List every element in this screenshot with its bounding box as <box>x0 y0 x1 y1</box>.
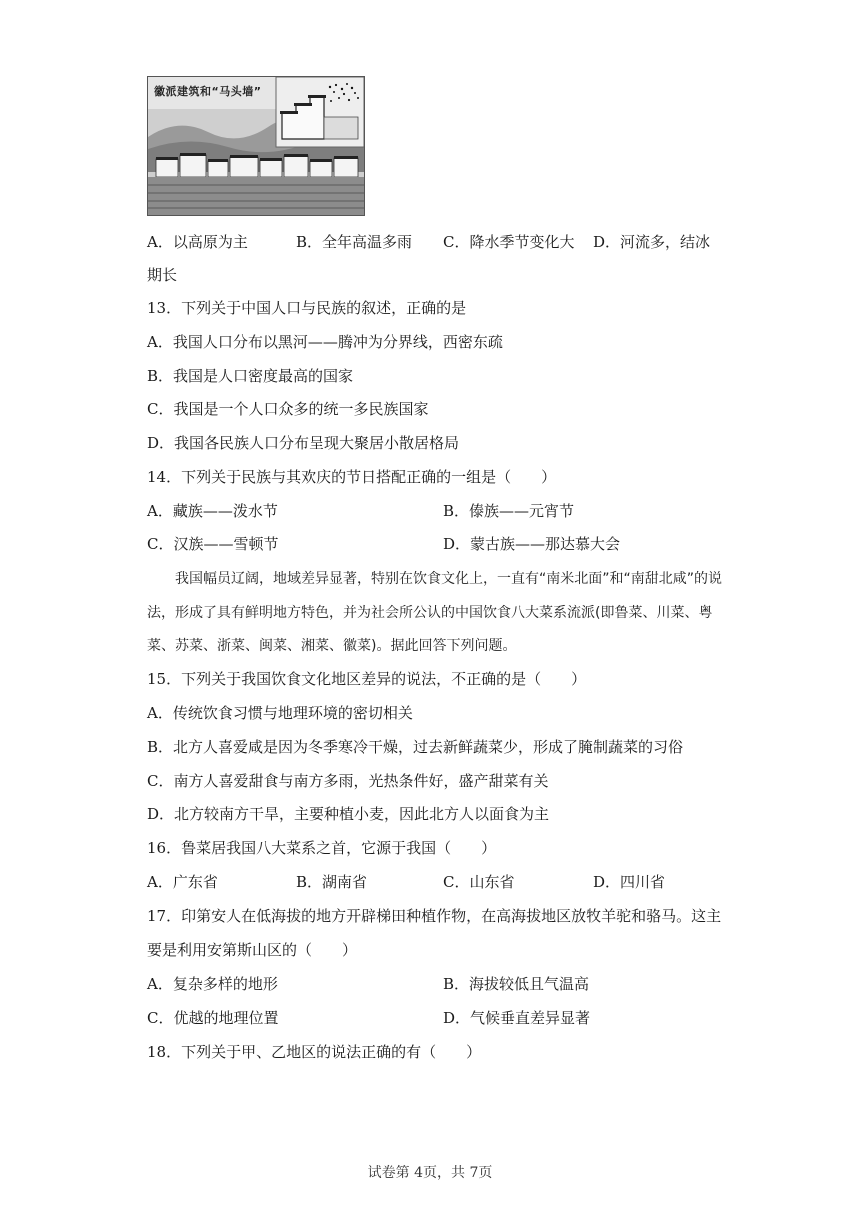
q14-option-d[interactable]: D．蒙古族——那达慕大会 <box>443 535 621 553</box>
q12-option-d[interactable]: D．河流多，结冰 <box>593 233 711 251</box>
q17-option-b[interactable]: B．海拔较低且气温高 <box>443 975 590 993</box>
huizhou-architecture-photo <box>147 76 365 216</box>
q16-stem: 16．鲁菜居我国八大菜系之首，它源于我国（ ） <box>147 839 497 857</box>
photo-caption: 徽派建筑和“马头墙” <box>154 85 262 98</box>
q16-option-c[interactable]: C．山东省 <box>443 873 515 891</box>
q13-option-b[interactable]: B．我国是人口密度最高的国家 <box>147 367 354 385</box>
q15-option-b[interactable]: B．北方人喜爱咸是因为冬季寒冷干燥，过去新鲜蔬菜少，形成了腌制蔬菜的习俗 <box>147 738 684 756</box>
q12-option-d-continued: 期长 <box>147 266 178 284</box>
q12-option-c[interactable]: C．降水季节变化大 <box>443 233 575 251</box>
q16-option-b[interactable]: B．湖南省 <box>296 873 368 891</box>
q12-option-a[interactable]: A．以高原为主 <box>147 233 248 251</box>
q16-option-d[interactable]: D．四川省 <box>593 873 666 891</box>
q18-stem: 18．下列关于甲、乙地区的说法正确的有（ ） <box>147 1043 482 1061</box>
q15-stem: 15．下列关于我国饮食文化地区差异的说法，不正确的是（ ） <box>147 670 587 688</box>
q17-option-a[interactable]: A．复杂多样的地形 <box>147 975 278 993</box>
q17-option-c[interactable]: C．优越的地理位置 <box>147 1009 279 1027</box>
q13-option-a[interactable]: A．我国人口分布以黑河——腾冲为分界线，西密东疏 <box>147 333 503 351</box>
q13-stem: 13．下列关于中国人口与民族的叙述，正确的是 <box>147 299 467 317</box>
q16-option-a[interactable]: A．广东省 <box>147 873 218 891</box>
q14-stem: 14．下列关于民族与其欢庆的节日搭配正确的一组是（ ） <box>147 468 557 486</box>
q17-option-d[interactable]: D．气候垂直差异显著 <box>443 1009 591 1027</box>
q15-option-d[interactable]: D．北方较南方干旱，主要种植小麦，因此北方人以面食为主 <box>147 805 550 823</box>
q15-option-a[interactable]: A．传统饮食习惯与地理环境的密切相关 <box>147 704 413 722</box>
q14-option-c[interactable]: C．汉族——雪顿节 <box>147 535 279 553</box>
q12-option-b[interactable]: B．全年高温多雨 <box>296 233 413 251</box>
q17-stem-line1: 17．印第安人在低海拔的地方开辟梯田种植作物，在高海拔地区放牧羊驼和骆马。这主 <box>147 907 722 925</box>
q14-option-b[interactable]: B．傣族——元宵节 <box>443 502 575 520</box>
q13-option-c[interactable]: C．我国是一个人口众多的统一多民族国家 <box>147 400 429 418</box>
q15-option-c[interactable]: C．南方人喜爱甜食与南方多雨，光热条件好，盛产甜菜有关 <box>147 772 549 790</box>
reading-passage: 我国幅员辽阔，地域差异显著，特别在饮食文化上，一直有“南米北面”和“南甜北咸”的说法，形成了具有鲜明地方特色，并为社会所公认的中国饮食八大菜系流派(即鲁菜、川菜、粤菜、苏菜、浙菜、闽菜、湘菜、徽菜)。据此回答下列问题。 <box>147 571 723 654</box>
q14-option-a[interactable]: A．藏族——泼水节 <box>147 502 278 520</box>
q13-option-d[interactable]: D．我国各民族人口分布呈现大聚居小散居格局 <box>147 434 460 452</box>
q17-stem-line2: 要是利用安第斯山区的（ ） <box>147 941 358 959</box>
page-footer: 试卷第 4页，共 7页 <box>367 1165 493 1181</box>
